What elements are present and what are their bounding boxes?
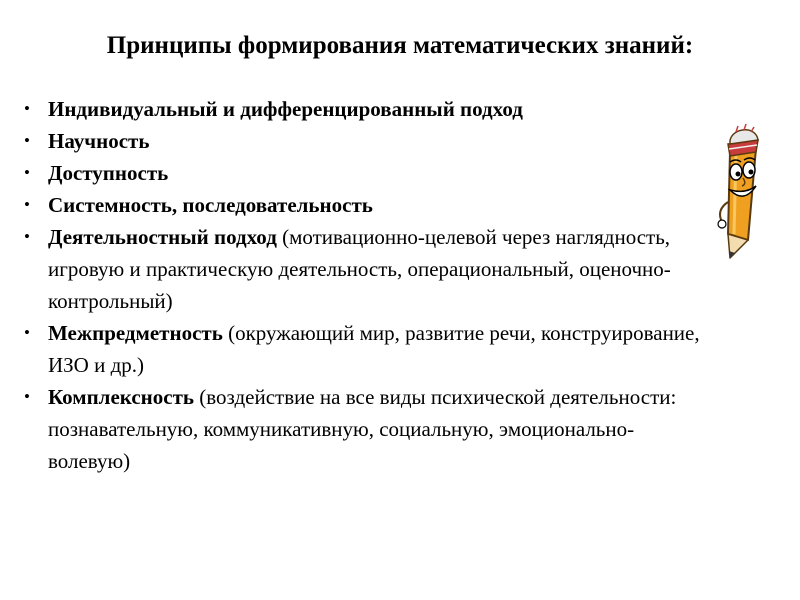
list-item bbox=[24, 157, 704, 189]
slide-title: Принципы формирования математических знаний: bbox=[106, 32, 694, 59]
bullet-icon: • bbox=[24, 227, 30, 246]
cartoon-pencil-icon bbox=[706, 122, 774, 262]
principle-term: Деятельностный подход bbox=[48, 225, 277, 249]
bullet-icon: • bbox=[24, 387, 30, 406]
principles-list bbox=[24, 93, 704, 477]
principle-term: Научность bbox=[48, 129, 150, 153]
bullet-icon: • bbox=[24, 195, 30, 214]
list-item bbox=[24, 125, 704, 157]
principle-detail: (окружающий мир, развитие речи, конструирование, ИЗО и др.) bbox=[48, 321, 700, 377]
principle-term: Индивидуальный и дифференцированный подход bbox=[48, 97, 523, 121]
bullet-icon: • bbox=[24, 99, 30, 118]
bullet-icon: • bbox=[24, 323, 30, 342]
principle-term: Межпредметность bbox=[48, 321, 223, 345]
principle-term: Комплексность bbox=[48, 385, 195, 409]
list-item bbox=[24, 93, 704, 125]
bullet-icon: • bbox=[24, 163, 30, 182]
bullet-icon: • bbox=[24, 131, 30, 150]
list-item bbox=[24, 189, 704, 221]
list-item bbox=[24, 317, 704, 381]
list-item bbox=[24, 381, 704, 477]
principle-term: Доступность bbox=[48, 161, 169, 185]
principle-detail: (мотивационно-целевой через наглядность, игровую и практическую деятельность, операциональный, оценочно-контрольный) bbox=[48, 225, 671, 313]
principle-term: Системность, последовательность bbox=[48, 193, 373, 217]
principle-detail: (воздействие на все виды психической деятельности: познавательную, коммуникативную, социальную, эмоционально-волевую) bbox=[48, 385, 677, 473]
list-item bbox=[24, 221, 704, 317]
